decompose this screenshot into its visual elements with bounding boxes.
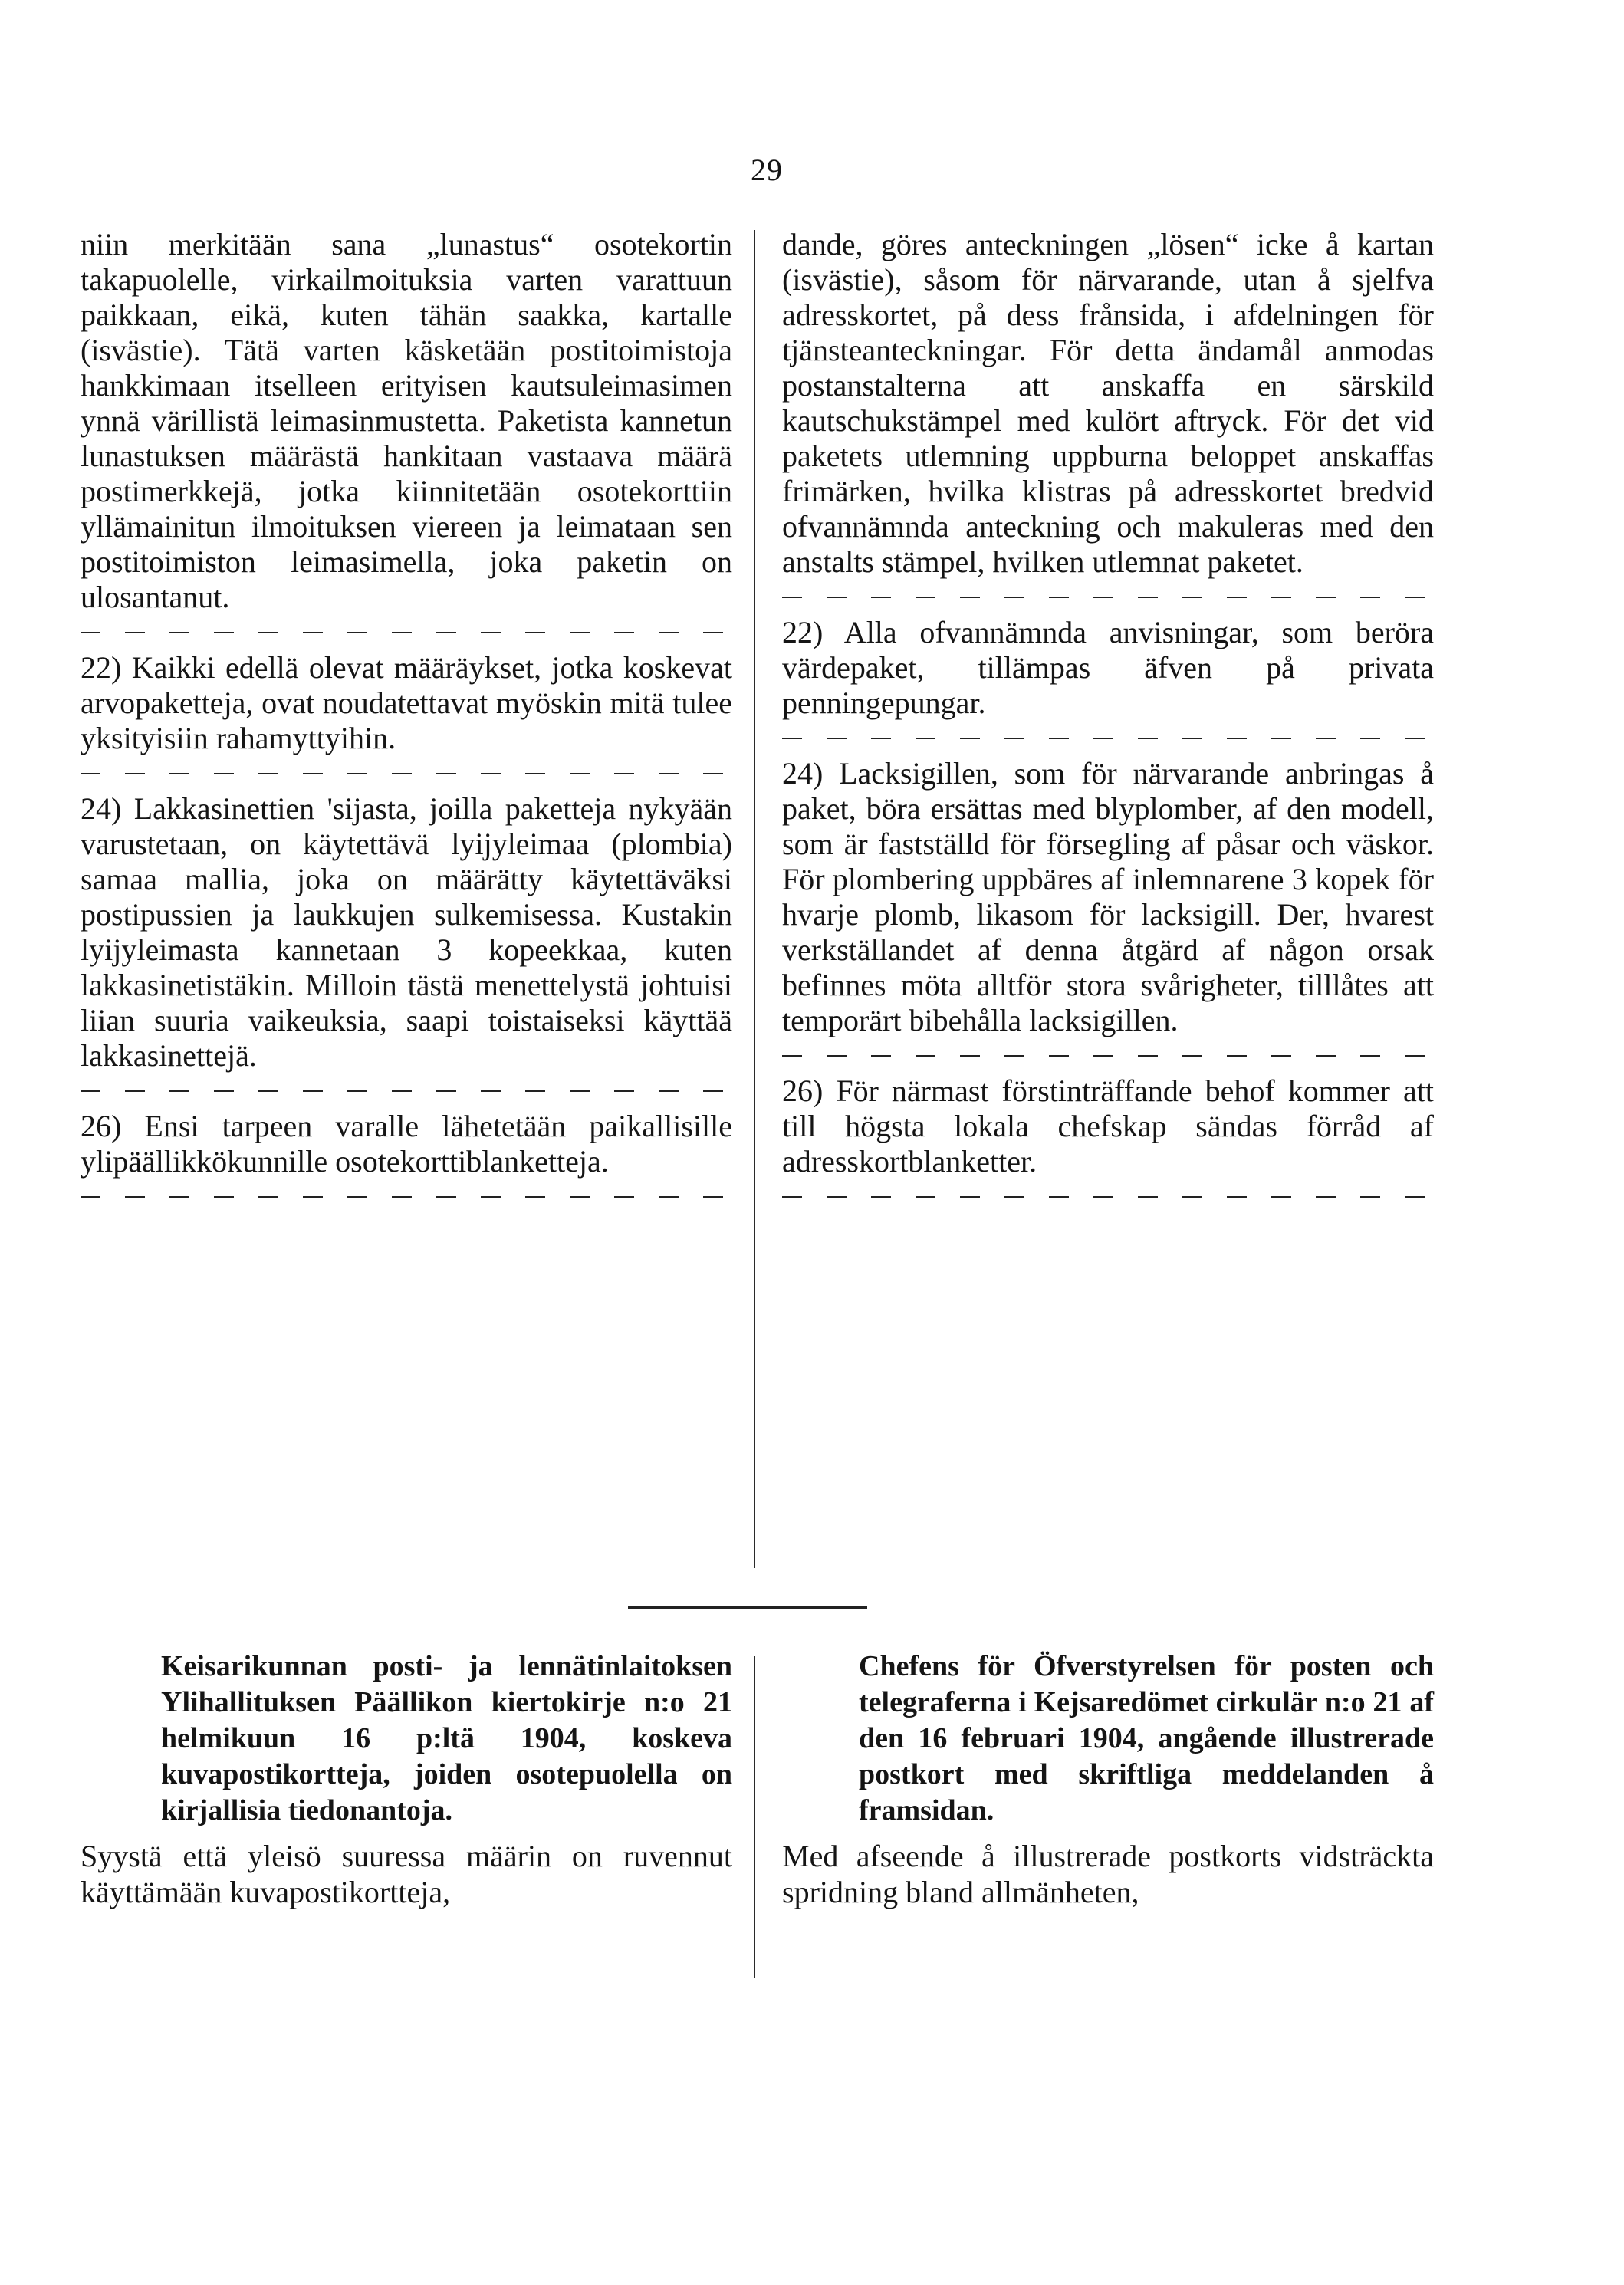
circular-heading-swedish: Chefens för Öfverstyrelsen för posten och telegraferna i Kejsaredömet cirkulär n:o 21 af den 16 februari 1904, angående illustrerade postkort med skriftliga meddelanden å framsidan. <box>859 1650 1434 1826</box>
lower-right-column <box>782 1649 1434 1910</box>
paragraph-finnish-24: 24) Lakkasinettien 'sijasta, joilla paketteja nykyään varustetaan, on käytettävä lyijyleimaa (plombia) samaa mallia, joka on määrätty käytettäväksi postipussien ja laukkujen sulkemisessa. Kustakin lyijyleimasta kannetaan 3 kopeekkaa, kuten lakkasinetistäkin. Milloin tästä menettelystä johtuisi liian suuria vaikeuksia, saapi toistaiseksi käyttää lakkasinettejä. <box>81 791 732 1073</box>
upper-right-column <box>782 227 1434 1215</box>
dashed-divider <box>782 1055 1434 1057</box>
section-rule <box>628 1606 867 1609</box>
paragraph-swedish-24: 24) Lacksigillen, som för närvarande anbringas å paket, böra ersättas med blyplomber, af den modell, som är fastställd för försegling af påsar och väskor. För plombering uppbäres af inlemnarene 3 kopek för hvarje plomb, likasom för lacksigill. Der, hvarest verkställandet af denna åtgärd af någon orsak befinnes möta alltför stora svårigheter, tilllåtes att temporärt bibehålla lacksigillen. <box>782 756 1434 1037</box>
dashed-divider <box>782 738 1434 739</box>
dashed-divider <box>81 632 732 633</box>
dashed-divider <box>782 1196 1434 1198</box>
column-divider-upper <box>754 230 755 1568</box>
circular-body-finnish: Syystä että yleisö suuressa määrin on ruvennut käyttämään kuvapostikortteja, <box>81 1839 732 1909</box>
paragraph-finnish-lunastus: niin merkitään sana „lunastus“ osotekortin takapuolelle, virkailmoituksia varten varattuun paikkaan, eikä, kuten tähän saakka, kartalle (isvästie). Tätä varten käsketään postitoimistoja hankkimaan itselleen erityisen kautsuleimasimen ynnä värillistä leimasinmustetta. Paketista kannetun lunastuksen määrästä hankitaan vastaava määrä postimerkkejä, jotka kiinnitetään osotekorttiin yllämainitun ilmoituksen viereen ja leimataan sen postitoimiston leimasimella, joka paketin on ulosantanut. <box>81 227 732 614</box>
circular-body-swedish: Med afseende å illustrerade postkorts vidsträckta spridning bland allmänheten, <box>782 1839 1434 1909</box>
paragraph-swedish-losen: dande, göres anteckningen „lösen“ icke å kartan (isvästie), såsom för närvarande, utan å sjelfva adresskortet, på dess frånsida, i afdelningen för tjänsteanteckningar. För detta ändamål anmodas postanstalterna att anskaffa en särskild kautschukstämpel med kulört aftryck. För det vid paketets utlemning uppburna beloppet anskaffas frimärken, hvilka klistras på adresskortet bredvid ofvannämnda anteckning och makuleras med den anstalts stämpel, hvilken utlemnat paketet. <box>782 227 1434 579</box>
circular-heading-finnish: Keisarikunnan posti- ja lennätinlaitoksen Ylihallituksen Päällikon kiertokirje n:o 21 helmikuun 16 p:ltä 1904, koskeva kuvapostikortteja, joiden osotepuolella on kirjallisia tiedonantoja. <box>161 1650 732 1826</box>
dashed-divider <box>81 1196 732 1198</box>
paragraph-swedish-26: 26) För närmast förstinträffande behof kommer att till högsta lokala chefskap sändas förråd af adresskortblanketter. <box>782 1073 1434 1179</box>
paragraph-finnish-22: 22) Kaikki edellä olevat määräykset, jotka koskevat arvopaketteja, ovat noudatettavat myöskin mitä tulee yksityisiin rahamyttyihin. <box>81 650 732 755</box>
column-divider-lower <box>754 1656 755 1978</box>
lower-left-column <box>81 1649 732 1910</box>
paragraph-swedish-22: 22) Alla ofvannämnda anvisningar, som beröra värdepaket, tillämpas äfven på privata penningepungar. <box>782 615 1434 720</box>
dashed-divider <box>81 1090 732 1092</box>
upper-left-column <box>81 227 732 1215</box>
page-number: 29 <box>751 153 783 187</box>
dashed-divider <box>782 597 1434 598</box>
paragraph-finnish-26: 26) Ensi tarpeen varalle lähetetään paikallisille ylipäällikkökunnille osotekorttiblanketteja. <box>81 1109 732 1179</box>
dashed-divider <box>81 773 732 774</box>
